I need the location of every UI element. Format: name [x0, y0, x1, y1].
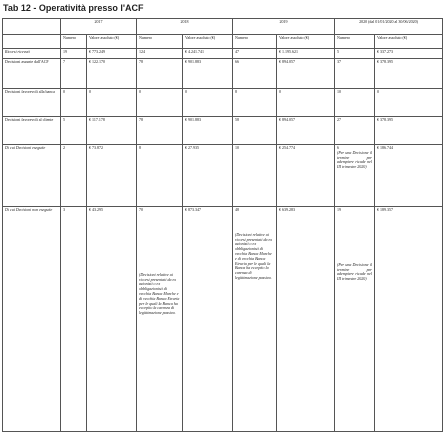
numero-cell: 58 [233, 117, 277, 145]
valore-cell: € 773.249 [87, 49, 137, 59]
numero-cell: 124 [137, 49, 183, 59]
valore-cell: € 186.744 [375, 145, 443, 207]
table-title: Tab 12 - Operatività presso l'ACF [3, 3, 144, 13]
numero-cell: 8 [137, 145, 183, 207]
valore-cell: € 639.283 [277, 207, 335, 432]
numero-cell: 27 [335, 117, 375, 145]
numero-header: Numero [233, 35, 277, 49]
year-header: 2018 [137, 19, 233, 35]
valore-cell: € 894.057 [277, 59, 335, 89]
sub-header-row [3, 35, 443, 49]
row-label: Di cui Decisioni non eseguite [3, 207, 61, 432]
numero-cell: 0 [137, 89, 183, 117]
numero-cell: 78 [137, 117, 183, 145]
valore-cell: € 378.395 [375, 117, 443, 145]
valore-header: Valore assoluto (€) [277, 35, 335, 49]
valore-cell: 0 [375, 89, 443, 117]
valore-header: Valore assoluto (€) [183, 35, 233, 49]
cell-note: (Per una Decisione il termine per adempiere ricade nel III trimestre 2020) [337, 261, 372, 282]
valore-cell: 0 [183, 89, 233, 117]
cell-note: (Per una Decisione il termine per adempiere ricade nel III trimestre 2020) [337, 149, 372, 170]
cell-note: (Decisioni relative ai ricorsi presentati da ex azionisti o ex obbligazionisti di vecchia Banca Marche e di vecchia Banca Etruria per le quali la Banca ha eccepito la carenza di legittimazione passiva. [139, 271, 180, 316]
valore-header: Valore assoluto (€) [375, 35, 443, 49]
year-header-row [3, 19, 443, 35]
numero-cell: 10 [335, 89, 375, 117]
numero-cell: 2 [61, 145, 87, 207]
valore-cell: € 894.057 [277, 117, 335, 145]
valore-cell: € 1.195.621 [277, 49, 335, 59]
valore-cell: 0 [87, 89, 137, 117]
valore-cell: € 117.178 [87, 117, 137, 145]
row-label: Decisioni favorevoli alla banca [3, 89, 61, 117]
valore-cell: € 27.935 [183, 145, 233, 207]
numero-cell: 0 [61, 89, 87, 117]
numero-value: 70 [139, 207, 143, 212]
numero-cell: 5 [335, 49, 375, 59]
numero-cell: 10 [233, 145, 277, 207]
table-row [3, 117, 443, 145]
numero-header: Numero [61, 35, 87, 49]
numero-header: Numero [335, 35, 375, 49]
year-header: 2020 (dal 01/01/2020 al 30/06/2020) [335, 19, 443, 35]
numero-cell [335, 207, 375, 432]
numero-cell: 37 [335, 59, 375, 89]
valore-cell: € 901.883 [183, 117, 233, 145]
valore-cell: € 43.295 [87, 207, 137, 432]
valore-cell: € 378.395 [375, 59, 443, 89]
valore-header: Valore assoluto (€) [87, 35, 137, 49]
corner-cell [3, 19, 61, 35]
row-label: Decisioni favorevoli al cliente [3, 117, 61, 145]
valore-cell: 0 [277, 89, 335, 117]
numero-cell [335, 145, 375, 207]
numero-cell: 66 [233, 59, 277, 89]
numero-cell: 7 [61, 59, 87, 89]
numero-value: 19 [337, 207, 341, 212]
numero-cell: 19 [61, 49, 87, 59]
valore-cell: € 254.774 [277, 145, 335, 207]
table-row [3, 49, 443, 59]
table-row [3, 207, 443, 432]
year-header: 2019 [233, 19, 335, 35]
valore-cell: € 337.273 [375, 49, 443, 59]
numero-cell: 47 [233, 49, 277, 59]
valore-cell: € 873.347 [183, 207, 233, 432]
valore-cell: € 73.872 [87, 145, 137, 207]
year-header: 2017 [61, 19, 137, 35]
empty-cell [3, 35, 61, 49]
numero-cell [233, 207, 277, 432]
numero-value: 48 [235, 207, 239, 212]
numero-cell [137, 207, 183, 432]
table-row [3, 89, 443, 117]
row-label: Di cui Decisioni eseguite [3, 145, 61, 207]
numero-cell: 8 [233, 89, 277, 117]
table-row [3, 59, 443, 89]
numero-value: 6 [337, 145, 339, 150]
valore-cell: € 4.241.741 [183, 49, 233, 59]
numero-cell: 3 [61, 207, 87, 432]
valore-cell: € 122.170 [87, 59, 137, 89]
row-label: Ricorsi ricevuti [3, 49, 61, 59]
row-label: Decisioni assunte dall'ACF [3, 59, 61, 89]
numero-cell: 5 [61, 117, 87, 145]
valore-cell: € 901.883 [183, 59, 233, 89]
cell-note: (Decisioni relative ai ricorsi presentati da ex azionisti o ex obbligazionisti di vecchia Banca Marche e di vecchia Banca Etruria per le quali la Banca ha eccepito la carenza di legittimazione passiva. [235, 231, 273, 280]
numero-header: Numero [137, 35, 183, 49]
table-row [3, 145, 443, 207]
valore-cell: € 189.357 [375, 207, 443, 432]
acf-table [2, 18, 443, 432]
numero-cell: 78 [137, 59, 183, 89]
